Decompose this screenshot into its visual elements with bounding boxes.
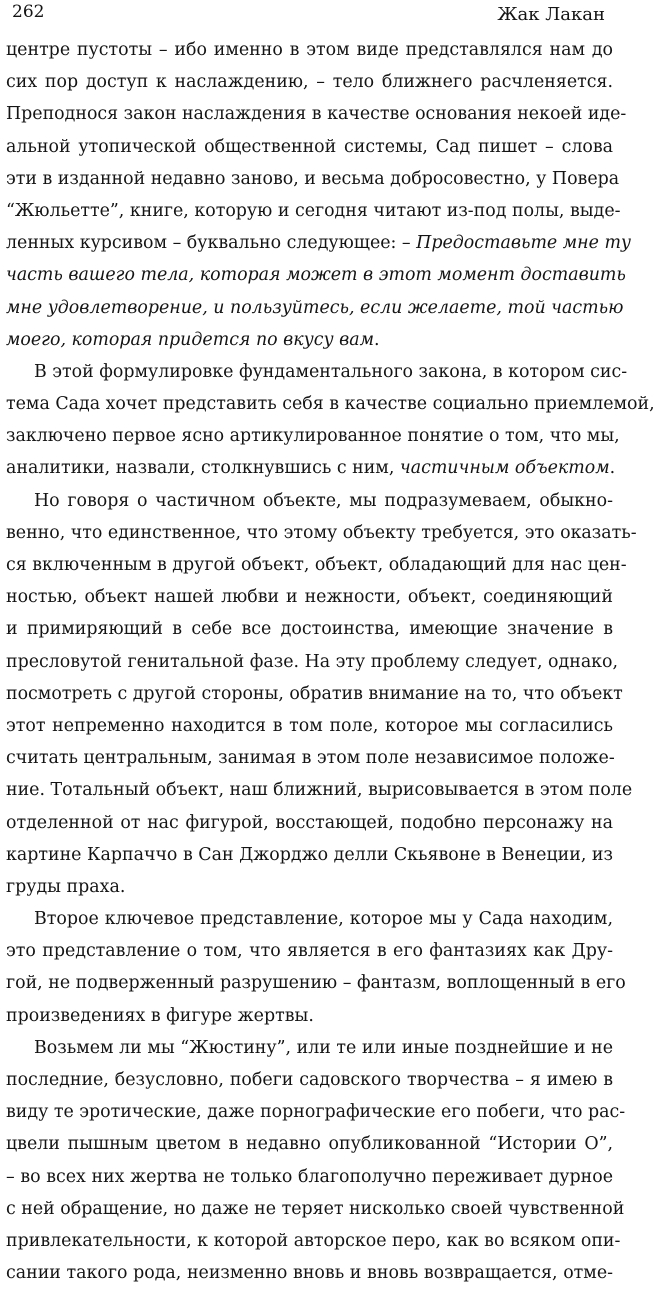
text-line xyxy=(6,678,623,710)
text-segment: заключено первое ясно артикулированное понятие о том, что мы, xyxy=(6,426,620,447)
text-segment: В этой формулировке фундаментального закона, в котором сис- xyxy=(34,361,628,382)
text-line xyxy=(6,1000,613,1032)
text-segment: ленных курсивом – буквально следующее: – xyxy=(6,233,417,254)
text-line xyxy=(6,549,627,581)
text-segment: считать центральным, занимая в этом поле независимое положе- xyxy=(6,748,615,769)
text-line xyxy=(6,1096,626,1128)
text-segment: сих пор доступ к наслаждению, – тело ближнего расчленяется. xyxy=(6,72,613,93)
text-line xyxy=(6,34,613,66)
text-line xyxy=(6,131,613,163)
text-line xyxy=(6,1064,613,1096)
text-segment: цвели пышным цветом в недавно опубликованной “Истории О”, xyxy=(6,1134,613,1155)
text-segment: – во всех них жертва не только благополучно переживает дурное xyxy=(6,1166,613,1187)
text-segment: ся включенным в другой объект, объект, обладающий для нас цен- xyxy=(6,555,627,575)
text-line xyxy=(6,646,619,678)
text-segment: альной утопической общественной системы, Сад пишет – слова xyxy=(6,136,613,157)
page-header xyxy=(6,0,613,34)
text-line xyxy=(6,839,613,871)
text-line xyxy=(6,356,628,388)
body-text xyxy=(6,34,655,1289)
text-segment: посмотреть с другой стороны, обратив внимание на то, что объект xyxy=(6,683,623,704)
text-line xyxy=(6,807,613,839)
text-line xyxy=(6,485,613,517)
text-segment: центре пустоты – ибо именно в этом виде представлялся нам до xyxy=(6,40,613,60)
text-line xyxy=(6,1257,613,1289)
text-segment: с ней обращение, но даже не теряет нисколько своей чувственной xyxy=(6,1198,625,1219)
text-segment: произведениях в фигуре жертвы. xyxy=(6,1005,314,1026)
text-line xyxy=(6,517,637,549)
italic-text: часть вашего тела, которая может в этот момент доставить xyxy=(6,265,626,286)
text-line xyxy=(6,967,626,999)
italic-text: мне удовлетворение, и пользуйтесь, если желаете, той частью xyxy=(6,297,624,318)
text-line xyxy=(6,581,613,613)
text-segment: эти в изданной недавно заново, и весьма добросовестно, у Повера xyxy=(6,168,620,189)
text-segment: ностью, объект нашей любви и нежности, объект, соединяющий xyxy=(6,587,613,608)
text-line xyxy=(6,292,624,324)
text-segment: Возьмем ли мы “Жюстину”, или те или иные позднейшие и не xyxy=(34,1037,613,1058)
text-segment: это представление о том, что является в его фантазиях как Дру- xyxy=(6,941,613,962)
text-line xyxy=(6,195,621,227)
text-line xyxy=(6,324,613,356)
text-segment: привлекательности, к которой авторское перо, как во всяком опи- xyxy=(6,1230,621,1251)
text-segment: тема Сада хочет представить себя в качестве социально приемлемой, xyxy=(6,394,655,415)
text-segment: . xyxy=(374,329,380,350)
text-segment: отделенной от нас фигурой, восстающей, подобно персонажу на xyxy=(6,812,613,833)
text-segment: Но говоря о частичном объекте, мы подразумеваем, обыкно- xyxy=(34,490,613,511)
text-line xyxy=(6,452,616,484)
text-line xyxy=(6,420,620,452)
text-line xyxy=(6,903,613,935)
text-segment: и примиряющий в себе все достоинства, имеющие значение в xyxy=(6,619,613,640)
text-segment: груды праха. xyxy=(6,876,126,897)
text-segment: сании такого рода, неизменно вновь и вновь возвращается, отме- xyxy=(6,1263,613,1284)
italic-text: Предоставьте мне ту xyxy=(416,233,632,254)
text-line xyxy=(6,1161,613,1193)
text-line xyxy=(6,935,613,967)
text-segment: аналитики, назвали, столкнувшись с ним, xyxy=(6,458,400,479)
text-line xyxy=(6,388,655,420)
text-segment: картине Карпаччо в Сан Джорджо делли Скьявоне в Венеции, из xyxy=(6,844,613,865)
text-line xyxy=(6,227,632,259)
text-line xyxy=(6,1225,621,1257)
text-line xyxy=(6,98,627,130)
text-segment: пресловутой генитальной фазе. На эту проблему следует, однако, xyxy=(6,651,619,672)
text-segment: гой, не подверженный разрушению – фантазм, воплощенный в его xyxy=(6,973,626,994)
running-title: Жак Лакан xyxy=(497,4,605,25)
page-number: 262 xyxy=(12,2,45,22)
text-line xyxy=(6,613,613,645)
text-line xyxy=(6,742,613,774)
italic-text: частичным объектом xyxy=(399,458,610,479)
text-segment: Второе ключевое представление, которое мы у Сада находим, xyxy=(34,909,613,930)
text-line xyxy=(6,1193,625,1225)
text-line xyxy=(6,259,626,291)
text-line xyxy=(6,1032,613,1064)
text-segment: виду те эротические, даже порнографические его побеги, что рас- xyxy=(6,1102,626,1123)
text-line xyxy=(6,871,613,903)
text-segment: Преподнося закон наслаждения в качестве основания некоей иде- xyxy=(6,104,627,125)
italic-text: моего, которая придется по вкусу вам xyxy=(6,329,375,350)
text-line xyxy=(6,774,633,806)
text-line xyxy=(6,66,613,98)
text-segment: ние. Тотальный объект, наш ближний, вырисовывается в этом поле xyxy=(6,780,633,801)
text-line xyxy=(6,163,620,195)
text-segment: . xyxy=(609,458,616,479)
text-segment: этот непременно находится в том поле, которое мы согласились xyxy=(6,715,613,736)
text-segment: венно, что единственное, что этому объекту требуется, это оказать- xyxy=(6,522,637,543)
text-segment: последние, безусловно, побеги садовского творчества – я имею в xyxy=(6,1070,613,1090)
text-line xyxy=(6,710,613,742)
text-line xyxy=(6,1128,613,1160)
text-segment: “Жюльетте”, книге, которую и сегодня читают из-под полы, выде- xyxy=(6,200,621,221)
